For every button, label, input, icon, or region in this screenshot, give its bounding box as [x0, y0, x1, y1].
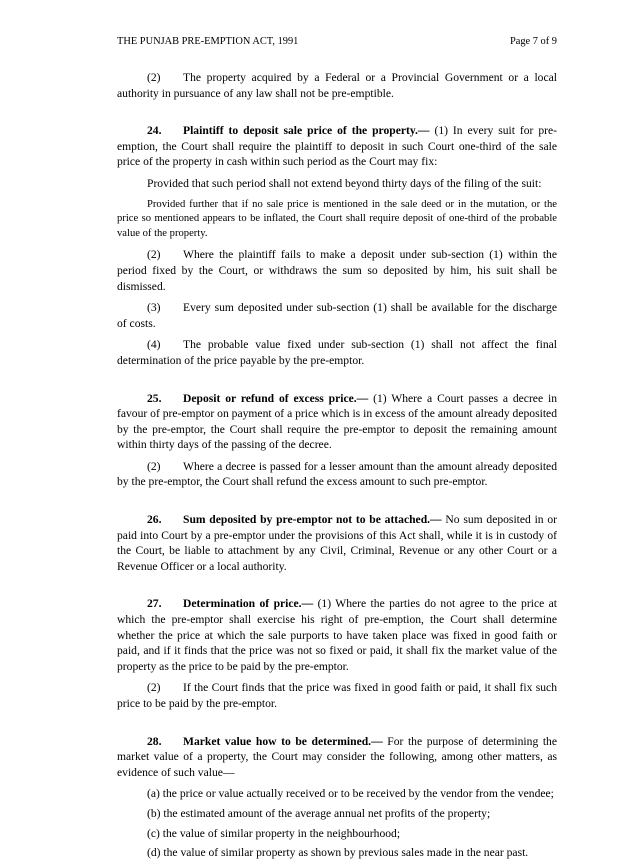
- section-number: 27.: [147, 597, 162, 611]
- section-text: (1) Where a Court passes a decree in favour of pre-emptor on payment of a price which is in excess of the amount already deposited by the pre-emptor, the Court shall require the pre-emptor to deposit the remaining amount within thirty days of the passing of the decree.: [117, 391, 557, 452]
- proviso-2: Provided further that if no sale price is mentioned in the sale deed or in the mutation, or the price so mentioned appears to be inflated, the Court shall require deposit of one-third of the probable value of the property.: [117, 198, 557, 239]
- sub-number: (4): [147, 338, 161, 352]
- section-text: (1) In every suit for pre-emption, the Court shall require the plaintiff to deposit in such Court one-third of the sale price of the property in cash within such period as the Court may fix:: [117, 124, 557, 169]
- section-28-text: [117, 734, 557, 781]
- sub-number: (2): [147, 248, 161, 262]
- sub-number: (3): [147, 301, 161, 315]
- sub-text: Where the plaintiff fails to make a deposit under sub-section (1) within the period fixed by the Court, or withdraws the sum so deposited by him, his suit shall be dismissed.: [117, 248, 557, 293]
- section-26: [117, 512, 557, 574]
- section-27-sub-2: [117, 680, 557, 711]
- section-text: (1) Where the parties do not agree to the price at which the pre-emptor shall exercise his right of pre-emption, the Court shall determine whether the price at which the sale purports to have taken place was fixed in good faith or paid, and if it finds that the price was not so fixed or paid, it shall fix the market value of the property as the price to be paid by the pre-emptor.: [117, 597, 557, 673]
- sub-number: (2): [147, 681, 161, 695]
- section-24: [117, 123, 557, 368]
- section-24-sub-4: [117, 337, 557, 368]
- sub-number: (2): [147, 459, 161, 473]
- section-heading: Deposit or refund of excess price.—: [183, 391, 369, 405]
- header-title: THE PUNJAB PRE-EMPTION ACT, 1991: [117, 36, 299, 47]
- sub-number: (2): [147, 71, 161, 84]
- section-heading: Market value how to be determined.—: [183, 734, 383, 748]
- page-number: Page 7 of 9: [509, 36, 557, 47]
- evidence-list: [147, 786, 557, 860]
- section-heading: Determination of price.—: [183, 597, 314, 611]
- section-27-sub-1: [117, 596, 557, 674]
- list-item: (b) the estimated amount of the average annual net profits of the property;: [147, 806, 491, 820]
- section-number: 25.: [147, 391, 162, 405]
- section-27: [117, 596, 557, 711]
- section-text: For the purpose of determining the market value of a property, the Court may consider the following, among other matters, as evidence of such value—: [117, 734, 557, 779]
- sub-text: Every sum deposited under sub-section (1) shall be available for the discharge of costs.: [117, 301, 557, 330]
- proviso-1: Provided that such period shall not extend beyond thirty days of the filing of the suit:: [147, 176, 542, 190]
- list-item: (d) the value of similar property as shown by previous sales made in the near past.: [147, 846, 529, 860]
- section-heading: Plaintiff to deposit sale price of the property.—: [183, 124, 430, 138]
- sub-text: The property acquired by a Federal or a Provincial Government or a local authority in pursuance of any law shall not be pre-emptible.: [117, 71, 557, 100]
- sub-text: If the Court finds that the price was fixed in good faith or paid, it shall fix such price to be paid by the pre-emptor.: [117, 681, 557, 710]
- section-25-sub-1: [117, 391, 557, 453]
- section-24-sub-2: [117, 247, 557, 294]
- page-header: [117, 36, 557, 48]
- section-23-sub-2: [117, 70, 557, 101]
- section-text: No sum deposited in or paid into Court by a pre-emptor under the provisions of this Act shall, while it is in custody of the Court, be liable to attachment by any Civil, Criminal, Revenue or any other Court or a Revenue Officer or a local authority.: [117, 513, 557, 573]
- list-item: (a) the price or value actually received or to be received by the vendor from the vendee;: [147, 787, 554, 801]
- section-heading: Sum deposited by pre-emptor not to be attached.—: [183, 513, 442, 527]
- section-number: 28.: [147, 734, 162, 748]
- section-25: [117, 391, 557, 491]
- section-28: [117, 734, 557, 861]
- sub-text: The probable value fixed under sub-section (1) shall not affect the final determination of the price payable by the pre-emptor.: [117, 338, 557, 367]
- list-item: (c) the value of similar property in the neighbourhood;: [147, 826, 401, 840]
- section-24-sub-1: [117, 123, 557, 170]
- section-24-sub-3: [117, 300, 557, 331]
- section-number: 24.: [147, 124, 162, 138]
- section-number: 26.: [147, 513, 162, 527]
- section-25-sub-2: [117, 459, 557, 490]
- section-26-text: [117, 512, 557, 574]
- sub-text: Where a decree is passed for a lesser amount than the amount already deposited by the pre-emptor, the Court shall refund the excess amount to such pre-emptor.: [117, 459, 557, 489]
